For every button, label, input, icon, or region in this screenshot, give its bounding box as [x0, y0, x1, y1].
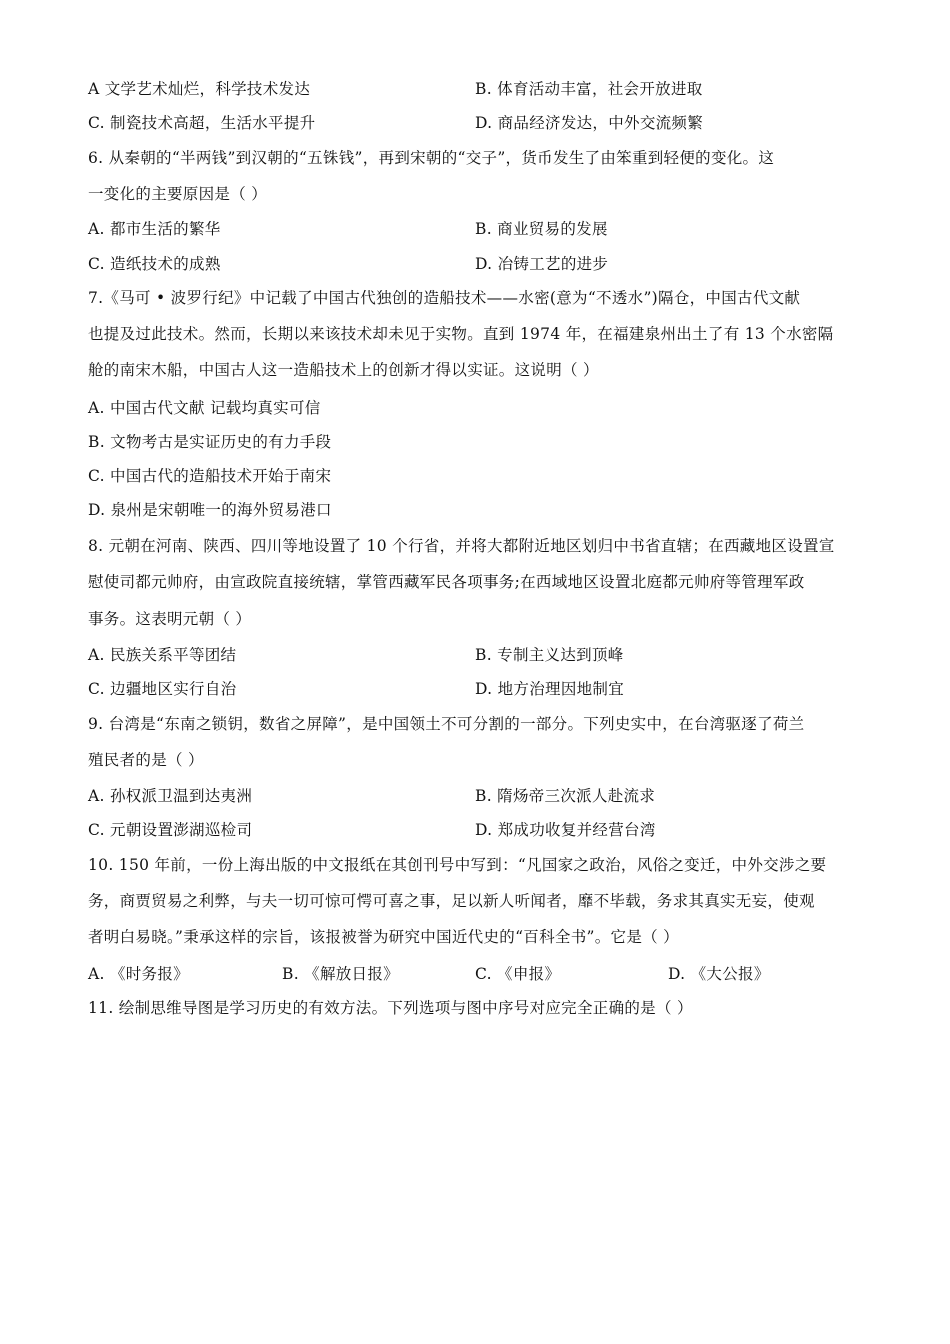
q6-option-d[interactable]: D. 冶铸工艺的进步 — [475, 255, 609, 273]
q7-option-b[interactable]: B. 文物考古是实证历史的有力手段 — [88, 433, 332, 451]
q9-option-d[interactable]: D. 郑成功收复并经营台湾 — [475, 821, 656, 839]
q8-option-a[interactable]: A. 民族关系平等团结 — [88, 646, 237, 664]
q7-option-a[interactable]: A. 中国古代文献 记载均真实可信 — [88, 399, 321, 417]
q6-option-c[interactable]: C. 造纸技术的成熟 — [88, 255, 221, 273]
q7-option-d[interactable]: D. 泉州是宋朝唯一的海外贸易港口 — [88, 501, 332, 519]
q9-option-a[interactable]: A. 孙权派卫温到达夷洲 — [88, 787, 253, 805]
q10-option-a[interactable]: A. 《时务报》 — [88, 965, 189, 983]
q9-option-b[interactable]: B. 隋炀帝三次派人赴流求 — [475, 787, 656, 805]
option-d[interactable]: D. 商品经济发达，中外交流频繁 — [475, 114, 704, 132]
question-7-text: 7.《马可 • 波罗行纪》中记载了中国古代独创的造船技术——水密(意为“不透水”)隔仓，中国古代文献 — [88, 289, 801, 307]
question-10-text: 务，商贾贸易之利弊，与夫一切可惊可愕可喜之事，足以新人听闻者，靡不毕载，务求其真实无妄，使观 — [88, 892, 815, 910]
option-b[interactable]: B. 体育活动丰富，社会开放进取 — [475, 80, 703, 98]
q10-option-c[interactable]: C. 《申报》 — [475, 965, 561, 983]
q8-option-c[interactable]: C. 边疆地区实行自治 — [88, 680, 237, 698]
question-9-text: 9. 台湾是“东南之锁钥，数省之屏障”，是中国领土不可分割的一部分。下列史实中，在台湾驱逐了荷兰 — [88, 715, 805, 733]
question-10-text: 10. 150 年前，一份上海出版的中文报纸在其创刊号中写到：“凡国家之政治，风俗之变迁，中外交涉之要 — [88, 856, 827, 874]
option-c[interactable]: C. 制瓷技术高超，生活水平提升 — [88, 114, 316, 132]
q10-option-d[interactable]: D. 《大公报》 — [668, 965, 770, 983]
question-9-text: 殖民者的是（ ） — [88, 751, 204, 769]
question-8-text: 事务。这表明元朝（ ） — [88, 610, 252, 628]
question-8-text: 8. 元朝在河南、陕西、四川等地设置了 10 个行省，并将大都附近地区划归中书省直辖；在西藏地区设置宣 — [88, 537, 835, 555]
question-11-text: 11. 绘制思维导图是学习历史的有效方法。下列选项与图中序号对应完全正确的是（ ） — [88, 999, 693, 1017]
q8-option-d[interactable]: D. 地方治理因地制宜 — [475, 680, 625, 698]
question-7-text: 也提及过此技术。然而，长期以来该技术却未见于实物。直到 1974 年，在福建泉州出土了有 13 个水密隔 — [88, 325, 834, 343]
question-6-text: 6. 从秦朝的“半两钱”到汉朝的“五铢钱”，再到宋朝的“交子”，货币发生了由笨重到轻便的变化。这 — [88, 149, 775, 167]
q10-option-b[interactable]: B. 《解放日报》 — [282, 965, 399, 983]
option-a[interactable]: A 文学艺术灿烂，科学技术发达 — [88, 80, 311, 98]
q7-option-c[interactable]: C. 中国古代的造船技术开始于南宋 — [88, 467, 332, 485]
question-6-text: 一变化的主要原因是（ ） — [88, 185, 268, 203]
q6-option-a[interactable]: A. 都市生活的繁华 — [88, 220, 221, 238]
q8-option-b[interactable]: B. 专制主义达到顶峰 — [475, 646, 624, 664]
q9-option-c[interactable]: C. 元朝设置澎湖巡检司 — [88, 821, 253, 839]
question-7-text: 舱的南宋木船，中国古人这一造船技术上的创新才得以实证。这说明（ ） — [88, 361, 599, 379]
question-8-text: 慰使司都元帅府，由宣政院直接统辖，掌管西藏军民各项事务;在西域地区设置北庭都元帅府等管理军政 — [88, 573, 805, 591]
question-10-text: 者明白易晓。”秉承这样的宗旨，该报被誉为研究中国近代史的“百科全书”。它是（ ） — [88, 928, 679, 946]
q6-option-b[interactable]: B. 商业贸易的发展 — [475, 220, 608, 238]
